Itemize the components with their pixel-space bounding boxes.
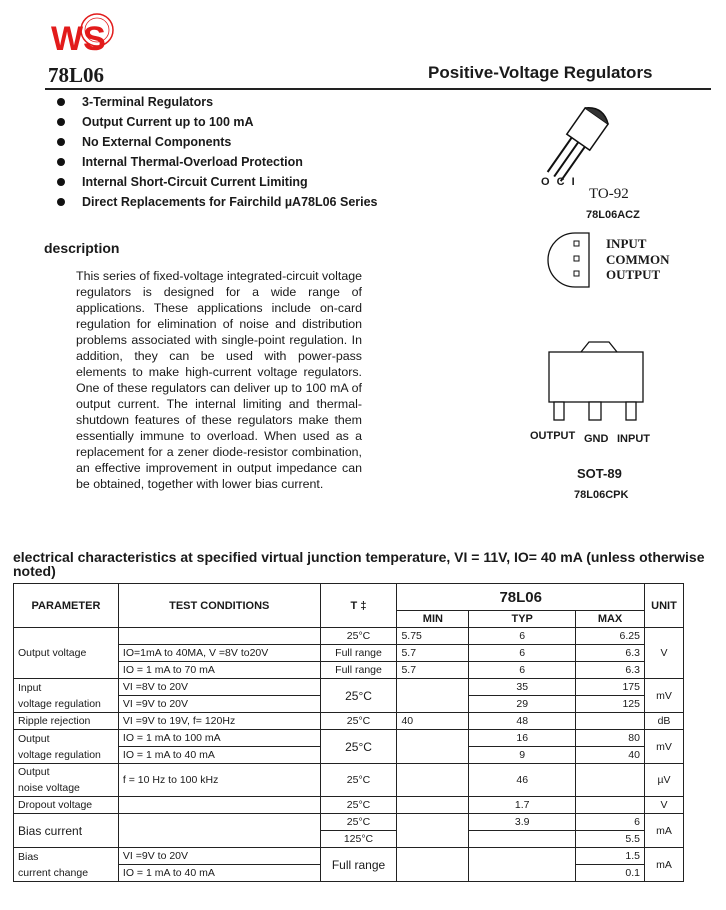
cond-cell — [118, 628, 320, 645]
sot89-pin-input: INPUT — [617, 433, 650, 445]
min-cell: 40 — [397, 713, 469, 730]
typ-cell: 6 — [469, 645, 576, 662]
header-max: MAX — [576, 611, 645, 628]
table-row — [14, 764, 684, 797]
table-header-row — [14, 584, 684, 611]
feature-item: No External Components — [57, 135, 397, 150]
description-text: This series of fixed-voltage integrated-circuit voltage regulators is designed for a wide range of applications. These applications include on-card regulation for elimination of noise and distribution problems associated with single-point regulation. In addition, they can be used with power-pass elements to make high-current voltage regulators. One of these regulators can deliver up to 100 mA of output current. The internal limiting and thermal-shutdown features of these regulators make them essentially immune to overload. When used as a replacement for a zener diode-resistor combination, an effective improvement in output impedance can be obtained, together with lower bias current. — [76, 269, 362, 491]
temp-cell: 25°C — [320, 764, 397, 797]
cond-cell: VI =8V to 20V — [118, 679, 320, 696]
max-cell: 175 — [576, 679, 645, 696]
typ-cell: 35 — [469, 679, 576, 696]
min-cell — [397, 730, 469, 764]
cond-cell: VI =9V to 20V — [118, 696, 320, 713]
table-row — [14, 713, 684, 730]
min-cell: 5.7 — [397, 645, 469, 662]
to92-name: TO-92 — [589, 186, 629, 202]
typ-cell: 6 — [469, 662, 576, 679]
min-cell: 5.7 — [397, 662, 469, 679]
sot89-pin-output: OUTPUT — [530, 430, 576, 442]
cond-cell: IO = 1 mA to 70 mA — [118, 662, 320, 679]
min-cell — [397, 814, 469, 848]
max-cell: 5.5 — [576, 831, 645, 848]
temp-cell: Full range — [320, 662, 397, 679]
max-cell: 6.3 — [576, 662, 645, 679]
min-cell — [397, 764, 469, 797]
unit-cell: mA — [644, 814, 683, 848]
typ-cell: 16 — [469, 730, 576, 747]
to92-pin-names — [606, 236, 670, 283]
max-cell: 125 — [576, 696, 645, 713]
temp-cell: 25°C — [320, 713, 397, 730]
typ-cell: 9 — [469, 747, 576, 764]
header-device: 78L06 — [397, 584, 645, 611]
header-typ: TYP — [469, 611, 576, 628]
sot89-part: 78L06CPK — [574, 489, 629, 501]
max-cell: 6.25 — [576, 628, 645, 645]
typ-cell — [469, 831, 576, 848]
table-row — [14, 814, 684, 831]
sot89-pin-gnd: GND — [584, 433, 609, 445]
typ-cell: 46 — [469, 764, 576, 797]
min-cell — [397, 797, 469, 814]
cond-cell — [118, 814, 320, 848]
bullet-icon — [57, 98, 65, 106]
max-cell: 1.5 — [576, 848, 645, 865]
param-cell: Dropout voltage — [14, 797, 119, 814]
feature-item: Internal Short-Circuit Current Limiting — [57, 175, 397, 190]
typ-cell: 6 — [469, 628, 576, 645]
bullet-icon — [57, 138, 65, 146]
param-cell: Output voltage regulation — [14, 730, 119, 764]
part-number: 78L06 — [48, 63, 105, 87]
bullet-icon — [57, 198, 65, 206]
typ-cell: 3.9 — [469, 814, 576, 831]
typ-cell: 48 — [469, 713, 576, 730]
header-temp: T ‡ — [320, 584, 397, 628]
header-min: MIN — [397, 611, 469, 628]
header-parameter: PARAMETER — [14, 584, 119, 628]
max-cell — [576, 797, 645, 814]
cond-cell: IO = 1 mA to 100 mA — [118, 730, 320, 747]
min-cell — [397, 848, 469, 882]
header-divider — [45, 88, 711, 90]
max-cell: 6 — [576, 814, 645, 831]
feature-item: Output Current up to 100 mA — [57, 115, 397, 130]
feature-item: Direct Replacements for Fairchild µA78L06 Series — [57, 195, 397, 210]
typ-cell: 1.7 — [469, 797, 576, 814]
electrical-title: electrical characteristics at specified virtual junction temperature, VI = 11V, IO= 40 mA (unless otherwise noted) — [13, 549, 705, 579]
sot89-package-icon — [545, 340, 647, 426]
max-cell: 6.3 — [576, 645, 645, 662]
temp-cell: 25°C — [320, 628, 397, 645]
max-cell — [576, 713, 645, 730]
description-heading: description — [44, 240, 120, 256]
cond-cell: VI =9V to 20V — [118, 848, 320, 865]
param-cell: Output voltage — [14, 628, 119, 679]
header-test-conditions: TEST CONDITIONS — [118, 584, 320, 628]
typ-cell — [469, 848, 576, 882]
logo-text: WS — [51, 20, 106, 58]
unit-cell: µV — [644, 764, 683, 797]
bullet-icon — [57, 158, 65, 166]
temp-cell: Full range — [320, 645, 397, 662]
feature-list — [57, 95, 397, 215]
table-row — [14, 679, 684, 696]
to92-pin-letters: O C I — [541, 176, 577, 188]
max-cell: 40 — [576, 747, 645, 764]
unit-cell: mV — [644, 679, 683, 713]
table-row — [14, 848, 684, 865]
pin-label: OUTPUT — [606, 267, 661, 282]
cond-cell: IO = 1 mA to 40 mA — [118, 865, 320, 882]
min-cell — [397, 679, 469, 713]
unit-cell: V — [644, 628, 683, 679]
pin-label: COMMON — [606, 251, 670, 267]
param-cell: Bias current change — [14, 848, 119, 882]
ws-logo — [49, 12, 119, 67]
unit-cell: V — [644, 797, 683, 814]
unit-cell: mA — [644, 848, 683, 882]
to92-pinout-icon — [545, 230, 605, 290]
unit-cell: dB — [644, 713, 683, 730]
feature-item: 3-Terminal Regulators — [57, 95, 397, 110]
cond-cell: IO=1mA to 40MA, V =8V to20V — [118, 645, 320, 662]
temp-cell: 25°C — [320, 797, 397, 814]
bullet-icon — [57, 118, 65, 126]
param-cell: Bias current — [14, 814, 119, 848]
electrical-table — [13, 583, 684, 882]
temp-cell: 25°C — [320, 679, 397, 713]
pin-label: INPUT — [606, 236, 647, 251]
table-row — [14, 730, 684, 747]
table-row — [14, 797, 684, 814]
min-cell: 5.75 — [397, 628, 469, 645]
param-cell: Ripple rejection — [14, 713, 119, 730]
typ-cell: 29 — [469, 696, 576, 713]
feature-item: Internal Thermal-Overload Protection — [57, 155, 397, 170]
page-heading: Positive-Voltage Regulators — [428, 63, 653, 82]
unit-cell: mV — [644, 730, 683, 764]
max-cell: 80 — [576, 730, 645, 747]
bullet-icon — [57, 178, 65, 186]
temp-cell: Full range — [320, 848, 397, 882]
param-cell: Output noise voltage — [14, 764, 119, 797]
temp-cell: 125°C — [320, 831, 397, 848]
temp-cell: 25°C — [320, 814, 397, 831]
cond-cell: VI =9V to 19V, f= 120Hz — [118, 713, 320, 730]
cond-cell — [118, 797, 320, 814]
to92-part: 78L06ACZ — [586, 209, 640, 221]
temp-cell: 25°C — [320, 730, 397, 764]
header-unit: UNIT — [644, 584, 683, 628]
max-cell: 0.1 — [576, 865, 645, 882]
max-cell — [576, 764, 645, 797]
cond-cell: f = 10 Hz to 100 kHz — [118, 764, 320, 797]
sot89-name: SOT-89 — [577, 466, 622, 481]
cond-cell: IO = 1 mA to 40 mA — [118, 747, 320, 764]
table-row — [14, 628, 684, 645]
param-cell: Input voltage regulation — [14, 679, 119, 713]
